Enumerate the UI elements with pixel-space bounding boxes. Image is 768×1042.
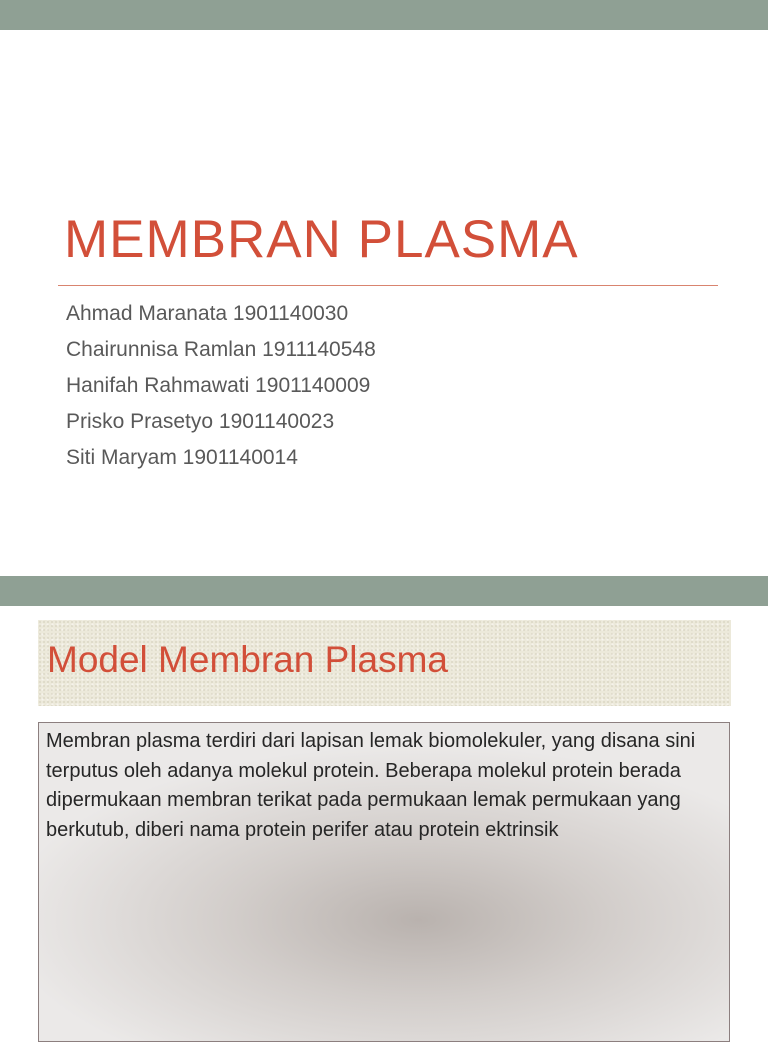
content-paragraph: Membran plasma terdiri dari lapisan lemak biomolekuler, yang disana sini terputus oleh adanya molekul protein. Beberapa molekul protein berada dipermukaan membran terikat pada permukaan lemak permukaan yang berkutub, diberi nama protein perifer atau protein ektrinsik <box>46 730 696 841</box>
author-item: Hanifah Rahmawati 1901140009 <box>66 374 371 397</box>
author-list <box>66 296 376 476</box>
author-item: Siti Maryam 1901140014 <box>66 446 298 469</box>
slide-separator-band <box>0 576 768 606</box>
content-box <box>38 722 730 1042</box>
content-slide <box>0 606 768 1024</box>
slide-header <box>38 620 731 706</box>
title-slide <box>0 30 768 576</box>
top-accent-band <box>0 0 768 30</box>
title-divider <box>58 285 718 286</box>
author-item: Chairunnisa Ramlan 1911140548 <box>66 338 376 361</box>
author-item: Ahmad Maranata 1901140030 <box>66 302 349 325</box>
author-item: Prisko Prasetyo 1901140023 <box>66 410 335 433</box>
slide-title: MEMBRAN PLASMA <box>64 210 579 269</box>
slide-heading: Model Membran Plasma <box>47 639 448 680</box>
